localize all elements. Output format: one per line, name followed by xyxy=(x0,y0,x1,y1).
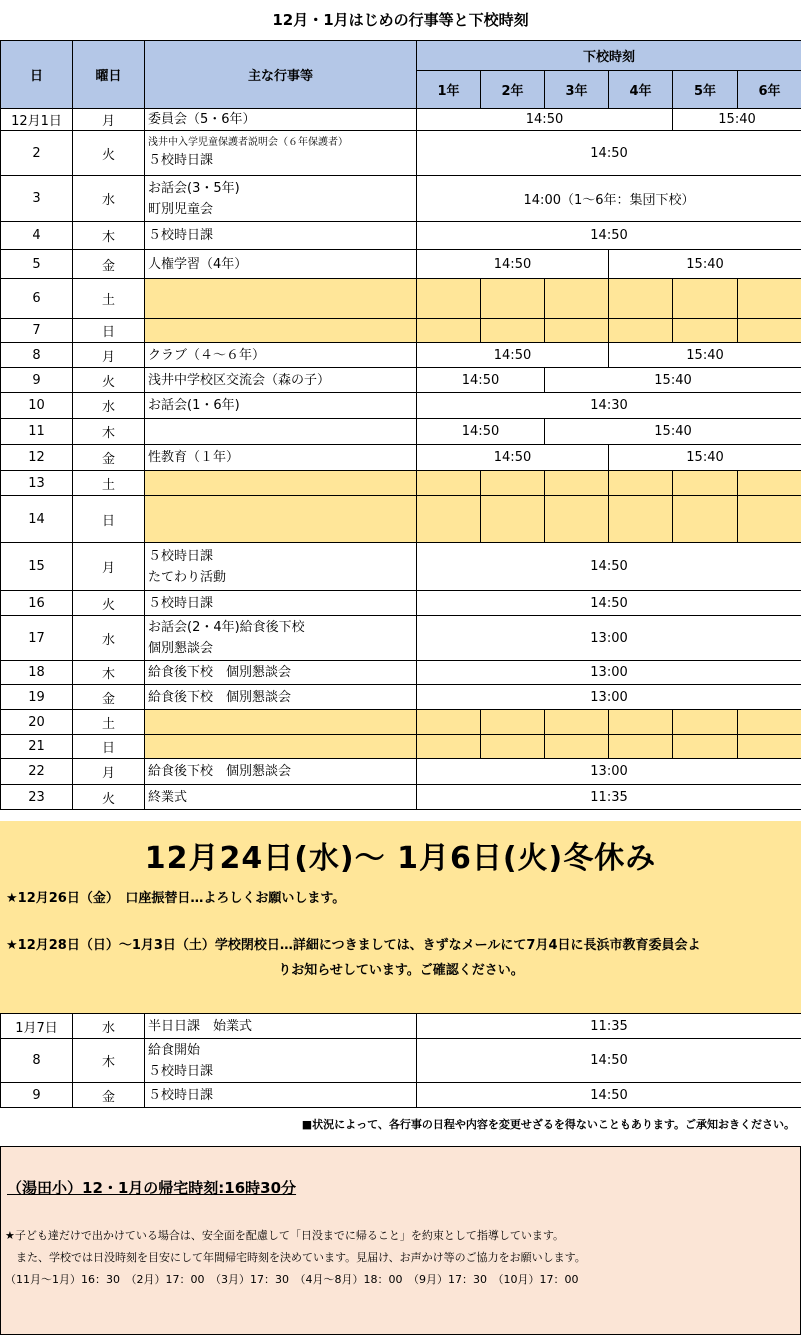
event-cell xyxy=(145,279,417,319)
weekend-cell xyxy=(673,496,738,543)
school-closed-note-line1: ★12月28日（日）～1月3日（土）学校閉校日…詳細につきましては、きずなメールにて7月4日に長浜市教育委員会よ xyxy=(6,938,701,953)
weekend-cell xyxy=(609,735,673,759)
table-row xyxy=(1,250,801,279)
event-cell xyxy=(145,445,417,471)
event-text: 個別懇談会 xyxy=(148,641,214,656)
weekday-cell: 金 xyxy=(73,1083,145,1108)
table-row xyxy=(1,591,801,616)
event-text: 終業式 xyxy=(148,789,188,805)
winter-break-headline: 12月24日(水)～ 1月6日(火)冬休み xyxy=(144,841,657,876)
event-cell xyxy=(145,393,417,419)
header-grade: 3年 xyxy=(545,71,609,109)
day-cell: 9 xyxy=(1,368,73,393)
table-row xyxy=(1,222,801,250)
weekday-cell: 火 xyxy=(73,368,145,393)
weekend-cell xyxy=(545,735,609,759)
weekend-cell xyxy=(609,710,673,735)
day-cell: 5 xyxy=(1,250,73,279)
day-cell: 20 xyxy=(1,710,73,735)
weekday-cell: 月 xyxy=(73,759,145,785)
dismissal-time-cell: 15:40 xyxy=(545,419,801,445)
event-text: 人権学習（4年） xyxy=(148,256,248,272)
weekend-cell xyxy=(417,279,481,319)
weekday-cell: 木 xyxy=(73,222,145,250)
header-grade: 4年 xyxy=(609,71,673,109)
weekend-cell xyxy=(417,496,481,543)
dismissal-time-cell: 15:40 xyxy=(545,368,801,393)
day-cell: 10 xyxy=(1,393,73,419)
event-cell xyxy=(145,109,417,131)
weekday-cell: 金 xyxy=(73,250,145,279)
event-text: ５校時日課 xyxy=(148,548,214,564)
table-row xyxy=(1,759,801,785)
weekday-cell: 日 xyxy=(73,496,145,543)
weekend-cell xyxy=(417,471,481,496)
table-row xyxy=(1,1083,801,1108)
day-cell: 8 xyxy=(1,343,73,368)
event-cell xyxy=(145,222,417,250)
event-cell xyxy=(145,496,417,543)
day-cell: 13 xyxy=(1,471,73,496)
weekday-cell: 火 xyxy=(73,785,145,810)
header-grade: 2年 xyxy=(481,71,545,109)
event-cell xyxy=(145,471,417,496)
weekday-cell: 日 xyxy=(73,319,145,343)
school-closed-note-line2: りお知らせしています。ご確認ください。 xyxy=(278,963,524,978)
weekday-cell: 土 xyxy=(73,471,145,496)
table-row xyxy=(1,393,801,419)
weekend-cell xyxy=(545,471,609,496)
dismissal-time-cell: 14:50 xyxy=(417,445,609,471)
event-text: 性教育（１年） xyxy=(148,450,240,465)
dismissal-time-cell: 15:40 xyxy=(673,109,801,131)
dismissal-time-cell: 14:50 xyxy=(417,222,801,250)
event-cell xyxy=(145,710,417,735)
weekday-cell: 木 xyxy=(73,661,145,685)
day-cell: 12 xyxy=(1,445,73,471)
table-row xyxy=(1,496,801,543)
header-dismissal: 下校時刻 xyxy=(417,41,801,71)
day-cell: 18 xyxy=(1,661,73,685)
home-time-box xyxy=(0,1146,801,1335)
event-cell xyxy=(145,1014,417,1039)
table-row xyxy=(1,1039,801,1083)
event-text: 給食開始 xyxy=(148,1042,201,1058)
weekday-cell: 月 xyxy=(73,343,145,368)
weekend-cell xyxy=(673,279,738,319)
day-cell: 1月7日 xyxy=(1,1014,73,1039)
weekday-cell: 水 xyxy=(73,616,145,661)
weekend-cell xyxy=(481,735,545,759)
day-cell: 16 xyxy=(1,591,73,616)
weekday-cell: 木 xyxy=(73,419,145,445)
weekend-cell xyxy=(738,496,801,543)
change-notice: ■状況によって、各行事の日程や内容を変更せざるを得ないこともあります。ご承知おきください。 xyxy=(301,1118,795,1131)
weekend-cell xyxy=(481,279,545,319)
table-row xyxy=(1,616,801,661)
weekend-cell xyxy=(673,471,738,496)
weekend-cell xyxy=(481,319,545,343)
event-text: ５校時日課 xyxy=(148,595,214,611)
event-cell xyxy=(145,591,417,616)
weekend-cell xyxy=(738,710,801,735)
weekend-cell xyxy=(609,279,673,319)
table-row xyxy=(1,785,801,810)
dismissal-time-cell: 14:50 xyxy=(417,250,609,279)
header-grade: 1年 xyxy=(417,71,481,109)
weekday-cell: 土 xyxy=(73,279,145,319)
weekend-cell xyxy=(609,319,673,343)
table-row xyxy=(1,661,801,685)
event-text: お話会(3・5年) xyxy=(148,180,240,196)
dismissal-time-cell: 14:00（1～6年：集団下校） xyxy=(417,176,801,222)
day-cell: 11 xyxy=(1,419,73,445)
day-cell: 22 xyxy=(1,759,73,785)
weekend-cell xyxy=(673,710,738,735)
dismissal-time-cell: 11:35 xyxy=(417,785,801,810)
event-cell xyxy=(145,785,417,810)
dismissal-time-cell: 15:40 xyxy=(609,445,801,471)
header-weekday: 曜日 xyxy=(73,41,145,109)
weekday-cell: 水 xyxy=(73,176,145,222)
event-cell xyxy=(145,319,417,343)
day-cell: 9 xyxy=(1,1083,73,1108)
event-cell xyxy=(145,685,417,710)
school-closed-note xyxy=(6,933,796,983)
table-row xyxy=(1,319,801,343)
weekend-cell xyxy=(545,279,609,319)
event-cell xyxy=(145,176,417,222)
table-row xyxy=(1,735,801,759)
weekday-cell: 木 xyxy=(73,1039,145,1083)
dismissal-time-cell: 13:00 xyxy=(417,759,801,785)
weekend-cell xyxy=(545,710,609,735)
day-cell: 8 xyxy=(1,1039,73,1083)
dismissal-time-cell: 14:50 xyxy=(417,1083,801,1108)
weekend-cell xyxy=(481,496,545,543)
header-grade: 5年 xyxy=(673,71,738,109)
event-cell xyxy=(145,1083,417,1108)
day-cell: 15 xyxy=(1,543,73,591)
weekend-cell xyxy=(481,471,545,496)
dismissal-time-cell: 13:00 xyxy=(417,661,801,685)
event-text: 給食後下校 個別懇談会 xyxy=(148,764,292,779)
event-text: ５校時日課 xyxy=(148,1087,214,1103)
weekday-cell: 火 xyxy=(73,131,145,176)
day-cell: 14 xyxy=(1,496,73,543)
day-cell: 3 xyxy=(1,176,73,222)
event-cell xyxy=(145,735,417,759)
dismissal-time-cell: 14:50 xyxy=(417,343,609,368)
schedule-table-january xyxy=(0,1013,801,1108)
dismissal-time-cell: 11:35 xyxy=(417,1014,801,1039)
dismissal-time-cell: 14:50 xyxy=(417,591,801,616)
table-row xyxy=(1,685,801,710)
day-cell: 17 xyxy=(1,616,73,661)
winter-break-section xyxy=(0,821,801,1013)
event-cell xyxy=(145,616,417,661)
day-cell: 12月1日 xyxy=(1,109,73,131)
weekend-cell xyxy=(545,496,609,543)
table-row xyxy=(1,343,801,368)
table-row xyxy=(1,445,801,471)
dismissal-time-cell: 14:50 xyxy=(417,543,801,591)
table-row xyxy=(1,543,801,591)
event-text: お話会(2・4年)給食後下校 xyxy=(148,620,305,635)
event-cell xyxy=(145,343,417,368)
day-cell: 2 xyxy=(1,131,73,176)
event-text: 町別児童会 xyxy=(148,201,214,217)
weekend-cell xyxy=(738,735,801,759)
page-title: 12月・1月はじめの行事等と下校時刻 xyxy=(272,11,529,29)
home-time-line: また、学校では日没時刻を目安にして年間帰宅時刻を決めています。見届け、お声かけ等のご協力をお願いします。 xyxy=(5,1251,586,1264)
event-text: お話会(1・6年) xyxy=(148,398,240,413)
day-cell: 21 xyxy=(1,735,73,759)
table-row xyxy=(1,131,801,176)
event-text: たてわり活動 xyxy=(148,569,227,585)
table-row xyxy=(1,1014,801,1039)
header-grade: 6年 xyxy=(738,71,801,109)
weekend-cell xyxy=(545,319,609,343)
event-cell xyxy=(145,759,417,785)
dismissal-time-cell: 14:50 xyxy=(417,109,673,131)
weekend-cell xyxy=(481,710,545,735)
table-row xyxy=(1,368,801,393)
event-text: 給食後下校 個別懇談会 xyxy=(148,689,292,705)
dismissal-time-cell: 14:30 xyxy=(417,393,801,419)
table-row xyxy=(1,471,801,496)
weekend-cell xyxy=(417,710,481,735)
table-row xyxy=(1,279,801,319)
weekday-cell: 金 xyxy=(73,445,145,471)
event-text: 半日日課 始業式 xyxy=(148,1018,253,1034)
day-cell: 6 xyxy=(1,279,73,319)
weekday-cell: 水 xyxy=(73,393,145,419)
home-time-title: （湯田小）12・1月の帰宅時刻:16時30分 xyxy=(7,1179,297,1197)
weekend-cell xyxy=(609,496,673,543)
day-cell: 23 xyxy=(1,785,73,810)
event-cell xyxy=(145,1039,417,1083)
weekend-cell xyxy=(417,735,481,759)
dismissal-time-cell: 15:40 xyxy=(609,250,801,279)
day-cell: 19 xyxy=(1,685,73,710)
event-text: クラブ（４～６年） xyxy=(148,347,266,363)
dismissal-time-cell: 14:50 xyxy=(417,1039,801,1083)
event-text: 委員会（5・6年） xyxy=(148,112,256,127)
account-transfer-note: ★12月26日（金） 口座振替日…よろしくお願いします。 xyxy=(6,891,346,906)
home-time-schedule: （11月～1月）16：30 （2月）17：00 （3月）17：30 （4月～8月）18：00 （9月）17：30 （10月）17：00 xyxy=(5,1273,579,1286)
schedule-table-december xyxy=(0,40,801,810)
weekend-cell xyxy=(738,319,801,343)
dismissal-time-cell: 13:00 xyxy=(417,685,801,710)
event-cell xyxy=(145,368,417,393)
dismissal-time-cell: 13:00 xyxy=(417,616,801,661)
table-row xyxy=(1,176,801,222)
dismissal-time-cell: 14:50 xyxy=(417,131,801,176)
weekend-cell xyxy=(673,319,738,343)
event-cell xyxy=(145,419,417,445)
event-text: 給食後下校 個別懇談会 xyxy=(148,665,292,680)
event-text: 浅井中入学児童保護者説明会（６年保護者） xyxy=(148,137,348,148)
weekend-cell xyxy=(738,471,801,496)
weekday-cell: 土 xyxy=(73,710,145,735)
event-cell xyxy=(145,131,417,176)
weekday-cell: 月 xyxy=(73,543,145,591)
event-text: 浅井中学校区交流会（森の子） xyxy=(148,372,331,388)
event-text: ５校時日課 xyxy=(148,153,214,168)
weekday-cell: 日 xyxy=(73,735,145,759)
event-cell xyxy=(145,543,417,591)
home-time-line: ★子ども達だけで出かけている場合は、安全面を配慮して「日没までに帰ること」を約束として指導しています。 xyxy=(5,1229,564,1242)
dismissal-time-cell: 14:50 xyxy=(417,419,545,445)
event-text: ５校時日課 xyxy=(148,228,214,243)
weekend-cell xyxy=(673,735,738,759)
table-row xyxy=(1,419,801,445)
table-row xyxy=(1,109,801,131)
day-cell: 4 xyxy=(1,222,73,250)
weekend-cell xyxy=(738,279,801,319)
header-events: 主な行事等 xyxy=(145,41,417,109)
event-cell xyxy=(145,661,417,685)
weekday-cell: 金 xyxy=(73,685,145,710)
weekday-cell: 月 xyxy=(73,109,145,131)
day-cell: 7 xyxy=(1,319,73,343)
weekday-cell: 火 xyxy=(73,591,145,616)
table-row xyxy=(1,710,801,735)
dismissal-time-cell: 15:40 xyxy=(609,343,801,368)
weekend-cell xyxy=(609,471,673,496)
weekday-cell: 水 xyxy=(73,1014,145,1039)
event-cell xyxy=(145,250,417,279)
header-day: 日 xyxy=(1,41,73,109)
weekend-cell xyxy=(417,319,481,343)
dismissal-time-cell: 14:50 xyxy=(417,368,545,393)
event-text: ５校時日課 xyxy=(148,1063,214,1079)
